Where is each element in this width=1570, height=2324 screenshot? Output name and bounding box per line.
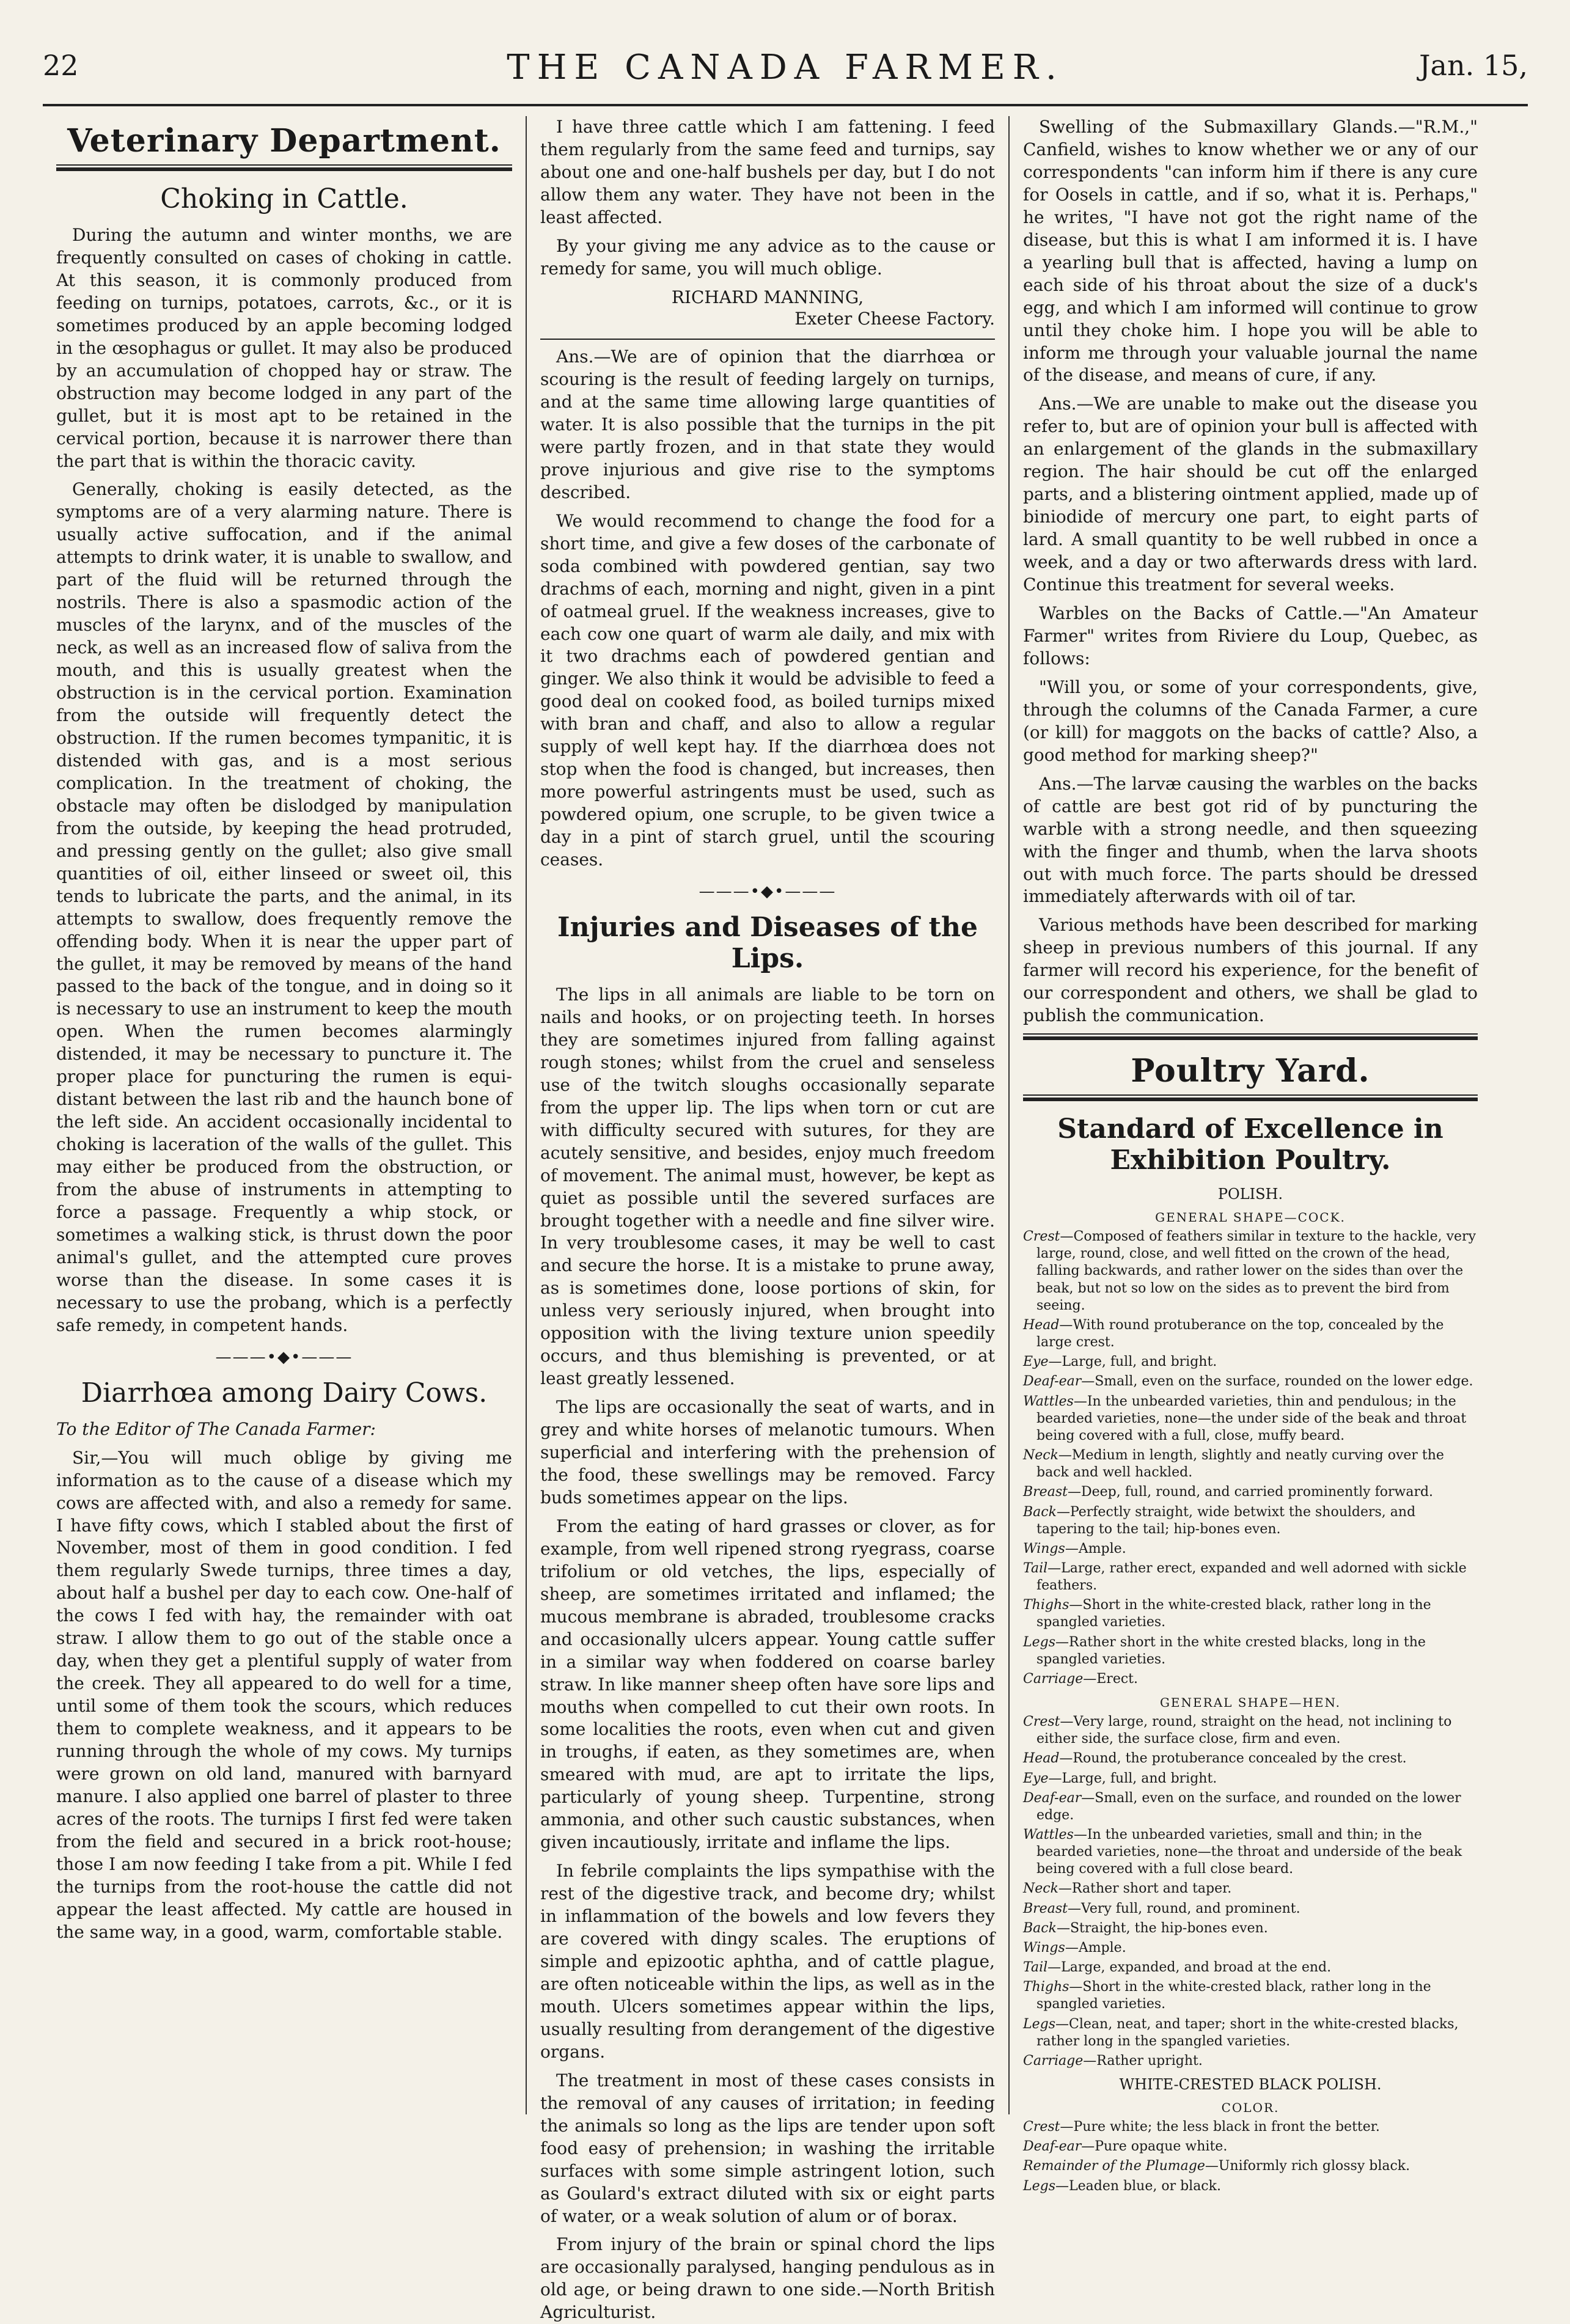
point-label: Crest bbox=[1023, 1229, 1060, 1245]
point-label: Crest bbox=[1023, 1714, 1060, 1730]
point-text: —Medium in length, slightly and neatly curving over the back and well hackled. bbox=[1036, 1448, 1444, 1481]
point-label: Wattles bbox=[1023, 1827, 1074, 1843]
standard-point bbox=[1023, 1317, 1478, 1351]
point-label: Head bbox=[1023, 1751, 1060, 1767]
paragraph: Sir,—You will much oblige by giving me information as to the cause of a disease which my cows are affected with, and also a remedy for same. I have fifty cows, which I stabled about the first of November, most of them in good condition. I fed them regularly Swede turnips, three times a day, about half a bushel per day to each cow. One-half of the cows I fed with hay, the remainder with oat straw. I allow them to go out of the stable once a day, when they get a plentiful supply of water from the creek. They all appeared to do well for a time, until some of them took the scours, which reduces them to complete weakness, and it appears to be running through the whole of my cows. My turnips were grown on old land, manured with barnyard manure. I also applied one barrel of plaster to three acres of the roots. The turnips I first fed were taken from the field and secured in a brick root-house; those I am now feeding I take from a pit. While I fed the turnips from the root-house the cattle did not appear the least affected. My cattle are housed in the same way, in a good, warm, comfortable stable. bbox=[56, 1447, 512, 1942]
letter-salutation: To the Editor of The Canada Farmer: bbox=[56, 1418, 376, 1439]
ornament-divider: ———•◆•——— bbox=[699, 882, 837, 901]
standard-point bbox=[1023, 1827, 1478, 1878]
hen-points-list bbox=[1023, 1714, 1478, 2070]
paragraph: By your giving me any advice as to the cause or remedy for same, you will much oblige. bbox=[540, 235, 995, 279]
point-label: Thighs bbox=[1023, 1979, 1069, 1995]
paragraph: Swelling of the Submaxillary Glands.—"R.M.," Canfield, wishes to know whether we or any of our correspondents "can inform him if there is any cure for Oosels in cattle, and if so, what it is. Perhaps," he writes, "I have not got the right name of the disease, but this is what I am informed it is. I have a yearling bull that is affected, having a lump on each side of his throat about the size of a duck's egg, and which I am informed will continue to grow until they choke him. I hope you will be able to inform me through your valuable journal the name of the disease, and means of cure, if any. bbox=[1023, 117, 1478, 386]
point-text: —Clean, neat, and taper; short in the white-crested blacks, rather long in the spangled varieties. bbox=[1036, 2016, 1459, 2049]
breed-heading: POLISH. bbox=[1217, 1186, 1283, 1203]
paragraph: We would recommend to change the food for a short time, and give a few doses of the carbonate of soda combined with powdered gentian, say two drachms of each, morning and night, given in a pint of oatmeal gruel. If the weakness increases, give to each cow one quart of warm ale daily, and mix with it two drachms each of powdered gentian and ginger. We also think it would be advisible to feed a good deal on cooked food, as boiled turnips mixed with bran and chaff, and also to allow a regular supply of well kept hay. If the diarrhœa does not stop when the food is changed, but increases, then more powerful astringents must be used, such as powdered opium, one scruple, to be given twice a day in a pint of starch gruel, until the scouring ceases. bbox=[540, 510, 995, 870]
paragraph: During the autumn and winter months, we are frequently consulted on cases of choking in cattle. At this season, it is commonly produced from feeding on turnips, potatoes, carrots, &c., or it is sometimes produced by an apple becoming lodged in the œsophagus or gullet. It may also be produced by an accumulation of chopped hay or straw. The obstruction may become lodged in any part of the gullet, but it is most apt to be retained in the cervical portion, because it is narrower there than the part that is within the thoracic cavity. bbox=[56, 225, 512, 471]
point-label: Eye bbox=[1023, 1770, 1049, 1786]
point-text: —Large, expanded, and broad at the end. bbox=[1047, 1960, 1332, 1976]
point-label: Legs bbox=[1023, 2016, 1056, 2032]
standard-point bbox=[1023, 1920, 1478, 1937]
point-text: —Very large, round, straight on the head, not inclining to either side, the surface close, firm and even. bbox=[1036, 1714, 1452, 1747]
standard-point bbox=[1023, 1373, 1478, 1390]
standard-point bbox=[1023, 1597, 1478, 1631]
point-text: —Composed of feathers similar in texture to the hackle, very large, round, close, and well fitted on the crown of the head, falling backwards, and rather lower on the sides than over the beak, but not so low on the sides as to prevent the bird from seeing. bbox=[1036, 1229, 1476, 1313]
paragraph: In febrile complaints the lips sympathise with the rest of the digestive track, and become dry; whilst in inflammation of the bowels and low fevers they are covered with dingy scales. The eruptions of simple and epizootic aphtha, and of cattle plague, are often noticeable within the lips, as well as in the mouth. Ulcers sometimes appear within the lips, usually resulting from derangement of the digestive organs. bbox=[540, 1861, 995, 2062]
paragraph: From the eating of hard grasses or clover, as for example, from well ripened strong ryegrass, coarse trifolium or old vetches, the lips, especially of sheep, are sometimes irritated and inflamed; the mucous membrane is abraded, troublesome cracks and occasionally ulcers appear. Young cattle suffer in a similar way when foddered on coarse barley straw. In like manner sheep often have sore lips and mouths when compelled to cut their own roots. In some localities the roots, even when cut and given in troughs, if eaten, as they sometimes are, when smeared with mud, are apt to irritate the lips, particularly of young sheep. Turpentine, strong ammonia, and other such caustic substances, when given incautiously, irritate and inflame the lips. bbox=[540, 1516, 995, 1853]
point-label: Legs bbox=[1023, 2178, 1056, 2194]
standard-point bbox=[1023, 1750, 1478, 1767]
masthead bbox=[43, 37, 1528, 106]
point-label: Legs bbox=[1023, 1634, 1056, 1650]
section-heading-veterinary: Veterinary Department. bbox=[67, 122, 501, 159]
point-label: Carriage bbox=[1023, 1671, 1084, 1687]
point-label: Deaf-ear bbox=[1023, 2139, 1082, 2155]
point-text: —Straight, the hip-bones even. bbox=[1056, 1920, 1268, 1936]
standard-point bbox=[1023, 2016, 1478, 2050]
article-title-lips: Injuries and Diseases of the Lips. bbox=[557, 911, 978, 974]
point-text: —Rather short and taper. bbox=[1058, 1881, 1232, 1897]
point-text: —In the unbearded varieties, small and thin; in the bearded varieties, none—the throat and underside of the beak being covered with a full close beard. bbox=[1036, 1827, 1462, 1877]
point-label: Remainder of the Plumage bbox=[1023, 2158, 1205, 2174]
point-text: —Very full, round, and prominent. bbox=[1067, 1901, 1300, 1916]
article-title-choking: Choking in Cattle. bbox=[160, 183, 408, 214]
point-text: —Short in the white-crested black, rather long in the spangled varieties. bbox=[1036, 1597, 1431, 1630]
newspaper-page bbox=[43, 37, 1528, 2323]
point-text: —Large, full, and bright. bbox=[1048, 1354, 1217, 1370]
standard-point bbox=[1023, 1770, 1478, 1787]
divider bbox=[56, 164, 512, 171]
standard-point bbox=[1023, 2138, 1478, 2155]
point-label: Tail bbox=[1023, 1960, 1048, 1976]
standard-point bbox=[1023, 2178, 1478, 2195]
column-2 bbox=[526, 116, 1008, 2323]
standard-point bbox=[1023, 1634, 1478, 1668]
standard-point bbox=[1023, 1354, 1478, 1371]
article-title-diarrhoea: Diarrhœa among Dairy Cows. bbox=[81, 1377, 488, 1409]
point-text: —Ample. bbox=[1065, 1541, 1126, 1556]
standard-point bbox=[1023, 1541, 1478, 1558]
point-label: Breast bbox=[1023, 1901, 1068, 1916]
standard-point bbox=[1023, 1880, 1478, 1897]
paragraph: The treatment in most of these cases consists in the removal of any causes of irritation; in feeding the animals so long as the lips are tender upon soft food easy of prehension; in washing the irritable surfaces with some simple astringent lotion, such as Goulard's extract diluted with six or eight parts of water, or a weak solution of alum or of borax. bbox=[540, 2070, 995, 2226]
standard-point bbox=[1023, 1901, 1478, 1918]
standard-point bbox=[1023, 1714, 1478, 1748]
paragraph: I have three cattle which I am fattening. I feed them regularly from the same feed and turnips, say about one and one-half bushels per day, but I do not allow them any water. They have not been in the least affected. bbox=[540, 117, 995, 227]
point-label: Neck bbox=[1023, 1881, 1058, 1897]
point-text: —Large, full, and bright. bbox=[1048, 1770, 1217, 1786]
paragraph: Ans.—We are of opinion that the diarrhœa or scouring is the result of feeding largely on turnips, and at the same time allowing large quantities of water. It is also possible that the turnips in the pit were partly frozen, and in that state they would prove injurious and give rise to the symptoms described. bbox=[540, 346, 995, 502]
signature-name: RICHARD MANNING, bbox=[671, 287, 864, 307]
standard-point bbox=[1023, 1959, 1478, 1976]
standard-point bbox=[1023, 1504, 1478, 1538]
point-text: —Rather short in the white crested blacks, long in the spangled varieties. bbox=[1036, 1634, 1426, 1667]
issue-date: Jan. 15, bbox=[1419, 49, 1528, 82]
standard-point bbox=[1023, 1393, 1478, 1445]
point-label: Eye bbox=[1023, 1354, 1049, 1370]
point-label: Head bbox=[1023, 1317, 1060, 1333]
paragraph: Generally, choking is easily detected, as the symptoms are of a very alarming nature. There is usually active suffocation, and if the animal attempts to drink water, it is unable to swallow, and part of the fluid will be returned through the nostrils. There is also a spasmodic action of the muscles of the larynx, and of the muscles of the neck, as well as an increased flow of saliva from the mouth, and this is usually greatest when the obstruction is in the cervical portion. Examination from the outside will frequently detect the obstruction. If the rumen becomes tympanitic, it is distended with gas, and is a most serious complication. In the treatment of choking, the obstacle may often be dislodged by manipulation from the outside, by keeping the head protruded, and pressing gently on the gullet; also give small quantities of oil, either linseed or sweet oil, this tends to lubricate the parts, and the animal, in its attempts to swallow, does frequently remove the offending body. When it is near the upper part of the gullet, it may be removed by means of the hand passed to the back of the tongue, and in doing so it is necessary to use an instrument to keep the mouth open. When the rumen becomes alarmingly distended, it may be necessary to puncture it. The proper place for puncturing the rumen is equi-distant between the last rib and the haunch bone of the left side. An accident occasionally incidental to choking is laceration of the walls of the gullet. This may either be produced from the obstruction, or from the abuse of instruments in attempting to force a passage. Frequently a whip stock, or sometimes a walking stick, is thrust down the poor animal's gullet, and the attempted cure proves worse than the disease. In some cases it is necessary to use the probang, which is a perfectly safe remedy, in competent hands. bbox=[56, 479, 512, 1335]
divider bbox=[1023, 1094, 1478, 1101]
standard-point bbox=[1023, 2158, 1478, 2175]
point-label: Wings bbox=[1023, 1940, 1065, 1956]
section-heading-poultry: Poultry Yard. bbox=[1131, 1052, 1370, 1090]
paragraph: The lips are occasionally the seat of warts, and in grey and white horses of melanotic tumours. When superficial and interfering with the prehension of the food, these swellings may be removed. Farcy buds sometimes appear on the lips. bbox=[540, 1397, 995, 1508]
point-text: —Pure opaque white. bbox=[1081, 2139, 1228, 2155]
standard-point bbox=[1023, 2053, 1478, 2070]
divider bbox=[1023, 1033, 1478, 1040]
point-text: —Ample. bbox=[1065, 1940, 1126, 1956]
point-text: —With round protuberance on the top, concealed by the large crest. bbox=[1036, 1317, 1444, 1351]
point-text: —Leaden blue, or black. bbox=[1055, 2178, 1221, 2194]
page-number: 22 bbox=[43, 49, 79, 82]
point-text: —Perfectly straight, wide betwixt the shoulders, and tapering to the tail; hip-bones even. bbox=[1036, 1504, 1416, 1537]
standard-point bbox=[1023, 1790, 1478, 1824]
point-label: Crest bbox=[1023, 2119, 1060, 2135]
point-text: —Uniformly rich glossy black. bbox=[1205, 2158, 1410, 2174]
point-text: —Rather upright. bbox=[1083, 2053, 1203, 2069]
point-text: —Small, even on the surface, and rounded on the lower edge. bbox=[1036, 1790, 1461, 1823]
paragraph: Ans.—We are unable to make out the disease you refer to, but are of opinion your bull is affected with an enlargement of the glands in the submaxillary region. The hair should be cut off the enlarged parts, and a blistering ointment applied, made up of biniodide of mercury one part, to eight parts of lard. A small quantity to be well rubbed in once a week, and a day or two afterwards dress with lard. Continue this treatment for several weeks. bbox=[1023, 394, 1478, 595]
standard-point bbox=[1023, 1560, 1478, 1594]
standard-point bbox=[1023, 1671, 1478, 1688]
point-text: —Pure white; the less black in front the better. bbox=[1060, 2119, 1380, 2135]
point-label: Wings bbox=[1023, 1541, 1065, 1556]
point-text: —Round, the protuberance concealed by the crest. bbox=[1059, 1751, 1407, 1767]
point-text: —In the unbearded varieties, thin and pendulous; in the bearded varieties, none—the under side of the beak and throat being covered with a full, close, muffy beard. bbox=[1036, 1393, 1467, 1443]
standard-point bbox=[1023, 1940, 1478, 1957]
point-label: Tail bbox=[1023, 1560, 1048, 1576]
standard-point bbox=[1023, 1484, 1478, 1501]
standard-point bbox=[1023, 1447, 1478, 1481]
subheading-hen: GENERAL SHAPE—HEN. bbox=[1159, 1695, 1341, 1710]
ornament-divider: ———•◆•——— bbox=[215, 1347, 353, 1366]
standard-point bbox=[1023, 1979, 1478, 2013]
subheading-cock: GENERAL SHAPE—COCK. bbox=[1155, 1210, 1346, 1225]
subheading-colour: COLOR. bbox=[1221, 2100, 1280, 2116]
point-text: —Large, rather erect, expanded and well adorned with sickle feathers. bbox=[1036, 1560, 1467, 1594]
point-label: Back bbox=[1023, 1920, 1057, 1936]
point-text: —Short in the white-crested black, rather long in the spangled varieties. bbox=[1036, 1979, 1431, 2012]
point-label: Breast bbox=[1023, 1484, 1068, 1500]
colour-points-list bbox=[1023, 2119, 1478, 2195]
point-label: Wattles bbox=[1023, 1393, 1074, 1409]
divider bbox=[540, 339, 995, 340]
signature-place: Exeter Cheese Factory. bbox=[794, 309, 995, 329]
point-text: —Deep, full, round, and carried prominently forward. bbox=[1067, 1484, 1434, 1500]
paragraph: The lips in all animals are liable to be torn on nails and hooks, or on projecting teeth. In horses they are sometimes injured from falling against rough stones; whilst from the cruel and senseless use of the twitch sloughs occasionally separate from the upper lip. The lips when torn or cut are with difficulty secured with sutures, for they are acutely sensitive, and besides, enjoy much freedom of movement. The animal must, however, be kept as quiet as possible until the severed surfaces are brought together with a needle and fine silver wire. In very troublesome cases, it may be well to cast and secure the horse. It is a mistake to prune away, as is sometimes done, loose portions of skin, for unless very seriously injured, when brought into opposition with the living texture union speedily occurs, and thus blemishing is prevented, or at least greatly lessened. bbox=[540, 984, 995, 1389]
point-label: Deaf-ear bbox=[1023, 1374, 1082, 1390]
standard-point bbox=[1023, 1228, 1478, 1314]
column-3 bbox=[1008, 116, 1491, 2194]
variety-heading: WHITE-CRESTED BLACK POLISH. bbox=[1119, 2076, 1382, 2094]
paragraph: "Will you, or some of your correspondents, give, through the columns of the Canada Farmer, a cure (or kill) for maggots on the backs of cattle? Also, a good method for marking sheep?" bbox=[1023, 676, 1478, 765]
point-text: —Small, even on the surface, rounded on the lower edge. bbox=[1081, 1374, 1473, 1390]
article-title-poultry-standard: Standard of Excellence in Exhibition Poultry. bbox=[1057, 1113, 1443, 1176]
paragraph: From injury of the brain or spinal chord the lips are occasionally paralysed, hanging pendulous as in old age, or being drawn to one side.—North British Agriculturist. bbox=[540, 2234, 995, 2323]
standard-point bbox=[1023, 2119, 1478, 2136]
cock-points-list bbox=[1023, 1228, 1478, 1688]
point-label: Neck bbox=[1023, 1448, 1058, 1464]
paragraph: Various methods have been described for marking sheep in previous numbers of this journal. If any farmer will record his experience, for the benefit of our correspondent and others, we shall be glad to publish the communication. bbox=[1023, 915, 1478, 1026]
point-label: Deaf-ear bbox=[1023, 1790, 1082, 1806]
paragraph: Ans.—The larvæ causing the warbles on the backs of cattle are best got rid of by puncturing the warble with a strong needle, and then squeezing with the finger and thumb, when the larva shoots out with much force. The parts should be dressed immediately afterwards with oil of tar. bbox=[1023, 773, 1478, 907]
point-label: Thighs bbox=[1023, 1597, 1069, 1613]
point-label: Back bbox=[1023, 1504, 1057, 1520]
point-label: Carriage bbox=[1023, 2053, 1084, 2069]
paragraph: Warbles on the Backs of Cattle.—"An Amateur Farmer" writes from Riviere du Loup, Quebec, as follows: bbox=[1023, 603, 1478, 669]
column-1 bbox=[43, 116, 526, 2114]
point-text: —Erect. bbox=[1083, 1671, 1139, 1687]
newspaper-title: THE CANADA FARMER. bbox=[507, 48, 1064, 87]
